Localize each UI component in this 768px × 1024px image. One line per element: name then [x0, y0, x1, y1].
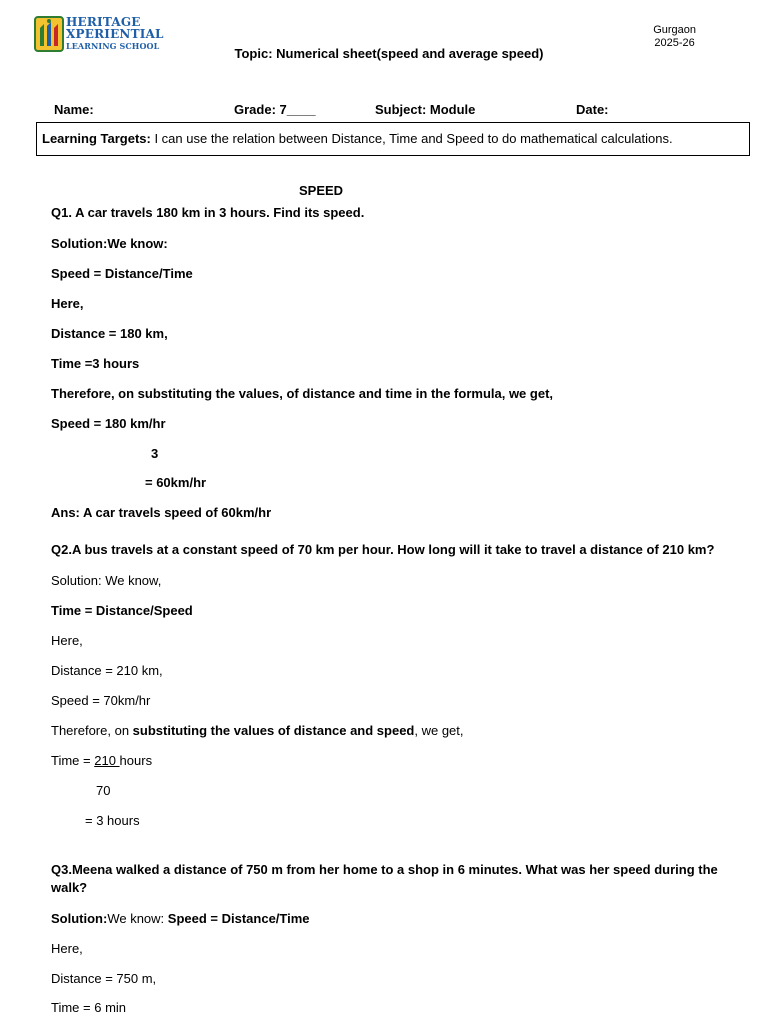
q2-time-numerator: 210	[94, 753, 120, 768]
q2-formula: Time = Distance/Speed	[51, 603, 193, 618]
q1-result: = 60km/hr	[145, 475, 207, 490]
learning-targets	[42, 131, 673, 146]
learning-targets-label: Learning Targets:	[42, 131, 151, 146]
q2-therefore-bold: substituting the values of distance and speed	[132, 723, 415, 738]
logo-line-1: HERITAGE	[66, 15, 141, 29]
grade-label: Grade: 7____	[234, 102, 316, 117]
q2-time-fraction	[51, 753, 152, 768]
campus-name: Gurgaon	[653, 24, 696, 36]
q2-question: Q2.A bus travels at a constant speed of 70 km per hour. How long will it take to travel a distance of 210 km?	[51, 542, 715, 557]
q1-speed-numerator: Speed = 180 km/hr	[51, 416, 166, 431]
q2-therefore-pre: Therefore, on	[51, 723, 133, 738]
q2-therefore	[51, 723, 464, 738]
q2-here: Here,	[51, 633, 83, 648]
q1-solution: Solution:We know:	[51, 236, 168, 251]
q1-speed-denominator: 3	[151, 446, 159, 461]
q2-speed: Speed = 70km/hr	[51, 693, 151, 708]
logo-line-3: LEARNING SCHOOL	[66, 41, 160, 51]
q1-answer: Ans: A car travels speed of 60km/hr	[51, 505, 272, 520]
q3-distance: Distance = 750 m,	[51, 971, 157, 986]
academic-year: 2025-26	[654, 37, 695, 49]
page-title: Topic: Numerical sheet(speed and average speed)	[234, 46, 544, 61]
q3-question-line-1: Q3.Meena walked a distance of 750 m from her home to a shop in 6 minutes. What was her speed during the	[51, 862, 718, 877]
name-label: Name:	[54, 102, 94, 117]
logo-line-2: XPERIENTIAL	[66, 27, 164, 41]
q3-formula: Speed = Distance/Time	[167, 911, 310, 926]
q3-solution	[51, 911, 310, 926]
q2-time-post: hours	[119, 753, 153, 768]
q2-therefore-post: , we get,	[414, 723, 464, 738]
q2-solution: Solution: We know,	[51, 573, 162, 588]
q1-distance: Distance = 180 km,	[51, 326, 168, 341]
q3-solution-text: We know:	[107, 911, 168, 926]
date-label: Date:	[576, 102, 609, 117]
q1-question: Q1. A car travels 180 km in 3 hours. Find its speed.	[51, 205, 365, 220]
subject-label: Subject: Module	[375, 102, 476, 117]
q2-time-denominator: 70	[96, 783, 111, 798]
q2-time-pre: Time =	[51, 753, 95, 768]
q3-solution-label: Solution:	[51, 911, 108, 926]
q1-therefore: Therefore, on substituting the values, of distance and time in the formula, we get,	[51, 386, 554, 401]
learning-targets-text: I can use the relation between Distance, Time and Speed to do mathematical calculations.	[150, 131, 673, 146]
q2-result: = 3 hours	[85, 813, 140, 828]
q1-here: Here,	[51, 296, 84, 311]
q3-question-line-2: walk?	[51, 880, 88, 895]
q1-time: Time =3 hours	[51, 356, 140, 371]
q3-here: Here,	[51, 941, 83, 956]
section-title: SPEED	[299, 183, 344, 198]
q3-time: Time = 6 min	[51, 1000, 127, 1015]
q1-formula: Speed = Distance/Time	[51, 266, 193, 281]
q2-distance: Distance = 210 km,	[51, 663, 163, 678]
